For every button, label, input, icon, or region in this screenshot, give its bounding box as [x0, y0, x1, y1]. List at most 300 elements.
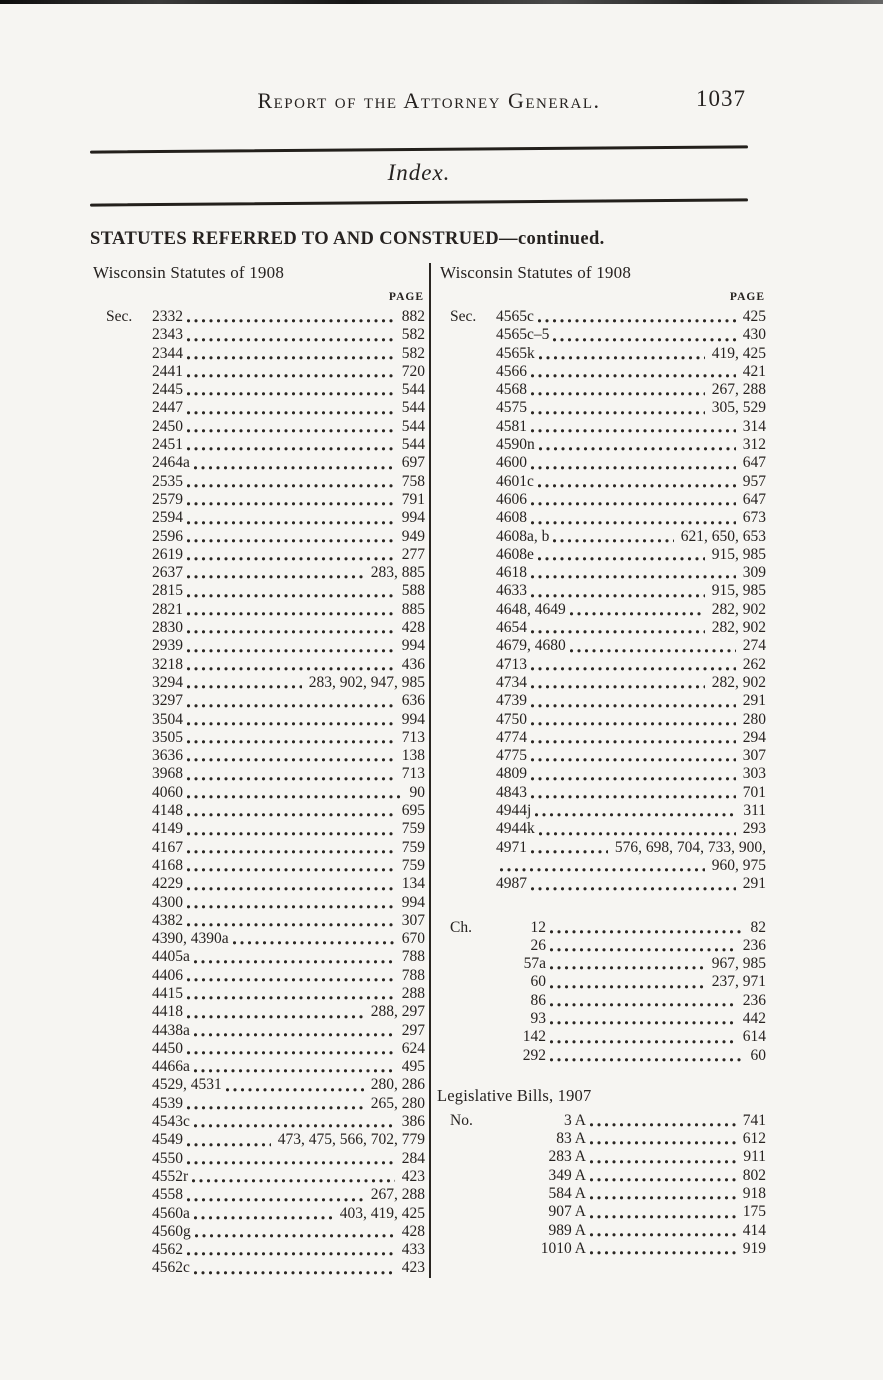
entry-section-label: 4648, 4649 [496, 600, 566, 618]
entry-section-label: 4560a [152, 1204, 190, 1222]
entry-section-label: 2447 [152, 399, 183, 417]
entry-page-numbers: 882 [401, 308, 425, 325]
entry-page-numbers: 403, 419, 425 [339, 1204, 425, 1222]
index-entry [437, 436, 766, 454]
entry-page-numbers: 544 [401, 381, 425, 399]
entry-section-label: 2450 [152, 417, 183, 435]
index-entry [437, 1010, 766, 1028]
index-entry [90, 1058, 425, 1076]
entry-page-numbers: 436 [401, 655, 425, 673]
entry-page-numbers: 544 [401, 399, 425, 417]
dot-leader [566, 601, 710, 619]
dot-leader [496, 857, 710, 875]
entry-section-label: 2821 [152, 600, 183, 618]
entry-section-label: 4679, 4680 [496, 637, 566, 655]
dot-leader [546, 937, 741, 955]
entry-page-numbers: 386 [401, 1113, 425, 1131]
index-columns [90, 263, 768, 1278]
entry-section-label: 4575 [496, 399, 527, 417]
entry-page-numbers: 90 [409, 783, 425, 801]
running-head [90, 88, 768, 118]
entry-page-numbers: 624 [401, 1039, 425, 1057]
entry-page-numbers: 428 [401, 619, 425, 637]
entry-section-label: 4060 [152, 783, 183, 801]
index-entry [90, 454, 425, 472]
index-entry [437, 418, 766, 436]
horizontal-rule-top [90, 145, 748, 153]
entry-section-label: 2445 [152, 381, 183, 399]
running-header-title: Report of the Attorney General. [257, 88, 601, 113]
index-entry [90, 601, 425, 619]
index-entry [437, 326, 766, 344]
index-entry [90, 784, 425, 802]
dot-leader [527, 784, 741, 802]
entry-section-label: 4774 [496, 728, 527, 746]
index-entry [437, 919, 766, 937]
entry-page-numbers: 414 [742, 1221, 766, 1239]
index-entry [437, 454, 766, 472]
dot-leader [586, 1167, 741, 1185]
index-entry [90, 491, 425, 509]
entry-page-numbers: 284 [401, 1149, 425, 1167]
index-entry [90, 1186, 425, 1204]
dot-leader [190, 1205, 338, 1223]
index-entry [90, 967, 425, 985]
dot-leader [183, 399, 400, 417]
dot-leader [183, 582, 400, 600]
index-entry [90, 345, 425, 363]
entry-section-label: 4566 [496, 362, 527, 380]
dot-leader [183, 820, 400, 838]
index-entry [437, 1185, 766, 1203]
dot-leader [190, 1259, 400, 1277]
entry-page-numbers: 741 [742, 1111, 766, 1129]
entry-page-numbers: 758 [401, 472, 425, 490]
index-entry [437, 857, 766, 875]
entry-page-numbers: 303 [742, 765, 766, 783]
entry-section-label: 4450 [152, 1039, 183, 1057]
entry-section-label: 4944k [496, 820, 535, 838]
entry-section-label: 2535 [152, 472, 183, 490]
entry-page-numbers: 788 [401, 948, 425, 966]
entry-section-label: 4168 [152, 856, 183, 874]
entry-page-numbers: 274 [742, 637, 766, 655]
index-entry [90, 1150, 425, 1168]
dot-leader [527, 418, 741, 436]
entry-page-numbers: 673 [742, 509, 766, 527]
index-entry [437, 839, 766, 857]
index-entry [90, 1241, 425, 1259]
entry-page-numbers: 236 [742, 936, 766, 954]
entry-section-label: 4466a [152, 1058, 190, 1076]
entry-page-numbers: 138 [401, 747, 425, 765]
dot-leader [183, 765, 400, 783]
dot-leader [183, 637, 400, 655]
dot-leader [586, 1222, 741, 1240]
entry-page-numbers: 994 [401, 509, 425, 527]
dot-leader [183, 711, 400, 729]
dot-leader [183, 528, 400, 546]
entry-section-label: 57a [523, 955, 546, 973]
index-entry [90, 546, 425, 564]
index-title: Index. [387, 160, 451, 185]
entry-page-numbers: 311 [743, 802, 766, 820]
dot-leader [188, 1168, 400, 1186]
index-entry [90, 1113, 425, 1131]
entry-page-numbers: 911 [743, 1148, 766, 1166]
index-entry [90, 839, 425, 857]
dot-leader [183, 674, 307, 692]
dot-leader [527, 692, 741, 710]
entry-page-numbers: 237, 971 [711, 973, 766, 991]
entry-section-label: 4944j [496, 802, 532, 820]
entry-page-numbers: 423 [401, 1259, 425, 1277]
index-entry [437, 992, 766, 1010]
index-entry [90, 747, 425, 765]
entry-page-numbers: 294 [742, 728, 766, 746]
entry-section-label: 4543c [152, 1113, 190, 1131]
dot-leader [183, 656, 400, 674]
index-entry [437, 875, 766, 893]
entry-section-label: 2596 [152, 527, 183, 545]
entry-section-label: 2830 [152, 619, 183, 637]
dot-leader [229, 930, 400, 948]
index-entry [437, 582, 766, 600]
dot-leader [527, 363, 741, 381]
entry-page-numbers: 614 [742, 1028, 766, 1046]
index-entry [437, 619, 766, 637]
entry-page-numbers: 288 [401, 984, 425, 1002]
dot-leader [527, 381, 710, 399]
entry-section-label: 4418 [152, 1003, 183, 1021]
entry-section-label: 2594 [152, 509, 183, 527]
index-entry [90, 857, 425, 875]
entry-page-numbers: 267, 288 [370, 1186, 425, 1204]
entry-page-numbers: 312 [742, 436, 766, 454]
entry-section-label: 4562 [152, 1241, 183, 1259]
dot-leader [535, 820, 741, 838]
entry-page-numbers: 994 [401, 710, 425, 728]
index-entry [90, 1205, 425, 1223]
index-entry [437, 1112, 766, 1130]
index-entry [90, 1223, 425, 1241]
index-entry [437, 747, 766, 765]
entry-section-label: 4608a, b [496, 527, 550, 545]
entry-page-numbers: 419, 425 [711, 344, 766, 362]
entry-page-numbers: 576, 698, 704, 733, 900, [614, 838, 766, 856]
entry-section-label: 1010 A [540, 1239, 586, 1257]
dot-leader [183, 546, 400, 564]
dot-leader [586, 1112, 741, 1130]
dot-leader [183, 1003, 369, 1021]
entry-section-label: 4549 [152, 1131, 183, 1149]
page-content [90, 0, 768, 1278]
entry-section-label: 4601c [496, 472, 534, 490]
dot-leader [183, 839, 400, 857]
index-entry [90, 1040, 425, 1058]
dot-leader [546, 1010, 741, 1028]
dot-leader [549, 326, 740, 344]
index-entry [90, 1168, 425, 1186]
dot-leader [535, 345, 710, 363]
index-entry [90, 1259, 425, 1277]
dot-leader [527, 839, 613, 857]
dot-leader [586, 1130, 741, 1148]
entry-section-label: 4390, 4390a [152, 930, 229, 948]
index-entry [90, 564, 425, 582]
dot-leader [527, 619, 710, 637]
entry-page-numbers: 267, 288 [711, 381, 766, 399]
entry-prefix: Sec. [450, 308, 477, 325]
entry-prefix: Ch. [450, 918, 472, 936]
index-entry [437, 955, 766, 973]
entry-page-numbers: 994 [401, 893, 425, 911]
index-entry [437, 1203, 766, 1221]
left-entries [90, 308, 427, 1278]
entry-section-label: 3 A [564, 1111, 586, 1129]
entry-page-numbers: 495 [401, 1058, 425, 1076]
group-title: Legislative Bills, 1907 [437, 1085, 592, 1105]
entry-section-label: 4734 [496, 673, 527, 691]
entry-section-label: 584 A [548, 1185, 586, 1203]
index-entry [90, 436, 425, 454]
entry-page-numbers: 283, 902, 947, 985 [308, 673, 425, 691]
entry-section-label: 4565c [496, 308, 534, 325]
entry-page-numbers: 283, 885 [370, 564, 425, 582]
entry-section-label: 4633 [496, 582, 527, 600]
index-entry [437, 802, 766, 820]
dot-leader [549, 528, 678, 546]
index-entry [437, 473, 766, 491]
entry-page-numbers: 305, 529 [711, 399, 766, 417]
dot-leader [586, 1203, 741, 1221]
index-entry [90, 674, 425, 692]
index-entry [437, 509, 766, 527]
index-entry [437, 399, 766, 417]
entry-page-numbers: 636 [401, 692, 425, 710]
entry-section-label: 4590n [496, 436, 535, 454]
index-entry [90, 418, 425, 436]
entry-section-label: 2344 [152, 344, 183, 362]
entry-page-numbers: 544 [401, 436, 425, 454]
dot-leader [183, 381, 400, 399]
entry-section-label: 3218 [152, 655, 183, 673]
dot-leader [183, 747, 400, 765]
dot-leader [183, 1040, 400, 1058]
dot-leader [546, 1028, 741, 1046]
dot-leader [183, 1186, 369, 1204]
entry-page-numbers: 759 [401, 838, 425, 856]
dot-leader [527, 875, 741, 893]
entry-section-label: 2579 [152, 490, 183, 508]
dot-leader [190, 454, 400, 472]
right-column-heading: Wisconsin Statutes of 1908 [440, 263, 632, 282]
entry-page-numbers: 919 [742, 1239, 766, 1257]
index-entry [90, 637, 425, 655]
entry-section-label: 4843 [496, 783, 527, 801]
index-entry [90, 875, 425, 893]
index-entry [437, 729, 766, 747]
entry-section-label: 4608e [496, 545, 534, 563]
index-entry [437, 637, 766, 655]
index-entry [437, 308, 766, 326]
index-entry [437, 1028, 766, 1046]
dot-leader [566, 637, 741, 655]
dot-leader [527, 656, 741, 674]
section-heading: STATUTES REFERRED TO AND CONSTRUED—continued. [90, 229, 605, 249]
index-entry [90, 802, 425, 820]
entry-page-numbers: 442 [742, 1009, 766, 1027]
entry-page-numbers: 544 [401, 417, 425, 435]
entry-page-numbers: 885 [401, 600, 425, 618]
entry-page-numbers: 236 [742, 991, 766, 1009]
entry-page-numbers: 421 [742, 362, 766, 380]
entry-page-numbers: 918 [742, 1185, 766, 1203]
entry-page-numbers: 697 [401, 454, 425, 472]
dot-leader [546, 992, 741, 1010]
dot-leader [534, 308, 741, 326]
dot-leader [546, 955, 710, 973]
entry-section-label: 4568 [496, 381, 527, 399]
entry-page-numbers: 314 [742, 417, 766, 435]
dot-leader [183, 1241, 400, 1259]
entry-page-numbers: 759 [401, 820, 425, 838]
horizontal-rule-bottom [90, 198, 748, 206]
index-entry [437, 711, 766, 729]
index-entry [90, 528, 425, 546]
dot-leader [535, 436, 741, 454]
entry-page-numbers: 713 [401, 728, 425, 746]
index-entry [437, 491, 766, 509]
index-group [90, 308, 425, 1278]
entry-page-numbers: 307 [401, 911, 425, 929]
index-entry [90, 692, 425, 710]
entry-page-numbers: 425 [742, 308, 766, 325]
dot-leader [546, 1047, 749, 1065]
entry-page-numbers: 647 [742, 454, 766, 472]
dot-leader [190, 1058, 400, 1076]
entry-page-numbers: 433 [401, 1241, 425, 1259]
index-group [437, 308, 766, 894]
index-entry [437, 1047, 766, 1065]
index-entry [90, 619, 425, 637]
entry-section-label: 3505 [152, 728, 183, 746]
entry-section-label: 4406 [152, 966, 183, 984]
dot-leader [183, 601, 400, 619]
entry-section-label: 4415 [152, 984, 183, 1002]
entry-section-label: 907 A [548, 1203, 586, 1221]
dot-leader [183, 1095, 369, 1113]
index-entry [437, 765, 766, 783]
index-entry [90, 656, 425, 674]
entry-page-numbers: 293 [742, 820, 766, 838]
entry-section-label: 4558 [152, 1186, 183, 1204]
index-group [437, 919, 766, 1065]
entry-section-label: 4971 [496, 838, 527, 856]
index-entry [437, 973, 766, 991]
dot-leader [531, 802, 741, 820]
dot-leader [586, 1240, 741, 1258]
entry-page-numbers: 701 [742, 783, 766, 801]
index-entry [90, 1022, 425, 1040]
entry-section-label: 4618 [496, 564, 527, 582]
entry-page-numbers: 280 [742, 710, 766, 728]
entry-page-numbers: 473, 475, 566, 702, 779 [277, 1131, 425, 1149]
index-group [437, 1086, 766, 1258]
index-entry [437, 528, 766, 546]
dot-leader [190, 948, 400, 966]
dot-leader [534, 473, 741, 491]
entry-section-label: 83 A [556, 1130, 586, 1148]
entry-section-label: 4149 [152, 820, 183, 838]
index-entry [90, 381, 425, 399]
index-entry [437, 601, 766, 619]
entry-page-numbers: 297 [401, 1021, 425, 1039]
entry-page-numbers: 307 [742, 747, 766, 765]
entry-page-numbers: 949 [401, 527, 425, 545]
dot-leader [546, 919, 749, 937]
entry-page-numbers: 802 [742, 1166, 766, 1184]
entry-section-label: 3294 [152, 673, 183, 691]
index-entry [437, 546, 766, 564]
dot-leader [527, 564, 741, 582]
index-entry [437, 381, 766, 399]
entry-section-label: 4552r [152, 1167, 189, 1185]
dot-leader [183, 491, 400, 509]
dot-leader [183, 1150, 400, 1168]
entry-section-label: 4713 [496, 655, 527, 673]
entry-page-numbers: 788 [401, 966, 425, 984]
entry-page-numbers: 277 [401, 545, 425, 563]
index-entry [90, 711, 425, 729]
entry-section-label: 4405a [152, 948, 190, 966]
entry-section-label: 2637 [152, 564, 183, 582]
dot-leader [190, 1113, 400, 1131]
entry-section-label: 4606 [496, 490, 527, 508]
index-entry [437, 674, 766, 692]
index-entry [437, 784, 766, 802]
entry-section-label: 2619 [152, 545, 183, 563]
index-entry [90, 473, 425, 491]
entry-page-numbers: 265, 280 [370, 1094, 425, 1112]
dot-leader [527, 399, 710, 417]
entry-section-label: 4539 [152, 1094, 183, 1112]
entry-section-label: 4565k [496, 344, 535, 362]
entry-section-label: 12 [530, 918, 546, 936]
entry-section-label: 4750 [496, 710, 527, 728]
entry-page-numbers: 759 [401, 856, 425, 874]
entry-section-label: 3504 [152, 710, 183, 728]
entry-section-label: 4529, 4531 [152, 1076, 222, 1094]
entry-page-numbers: 430 [742, 326, 766, 344]
dot-leader [183, 308, 400, 326]
dot-leader [183, 875, 400, 893]
dot-leader [183, 418, 400, 436]
entry-section-label: 4987 [496, 875, 527, 893]
entry-page-numbers: 428 [401, 1222, 425, 1240]
entry-section-label: 4608 [496, 509, 527, 527]
entry-section-label: 989 A [548, 1221, 586, 1239]
dot-leader [183, 967, 400, 985]
entry-section-label: 2441 [152, 362, 183, 380]
dot-leader [183, 729, 400, 747]
entry-page-numbers: 670 [401, 930, 425, 948]
entry-page-numbers: 957 [742, 472, 766, 490]
index-entry [437, 564, 766, 582]
entry-section-label: 4739 [496, 692, 527, 710]
index-entry [437, 937, 766, 955]
dot-leader [527, 674, 710, 692]
